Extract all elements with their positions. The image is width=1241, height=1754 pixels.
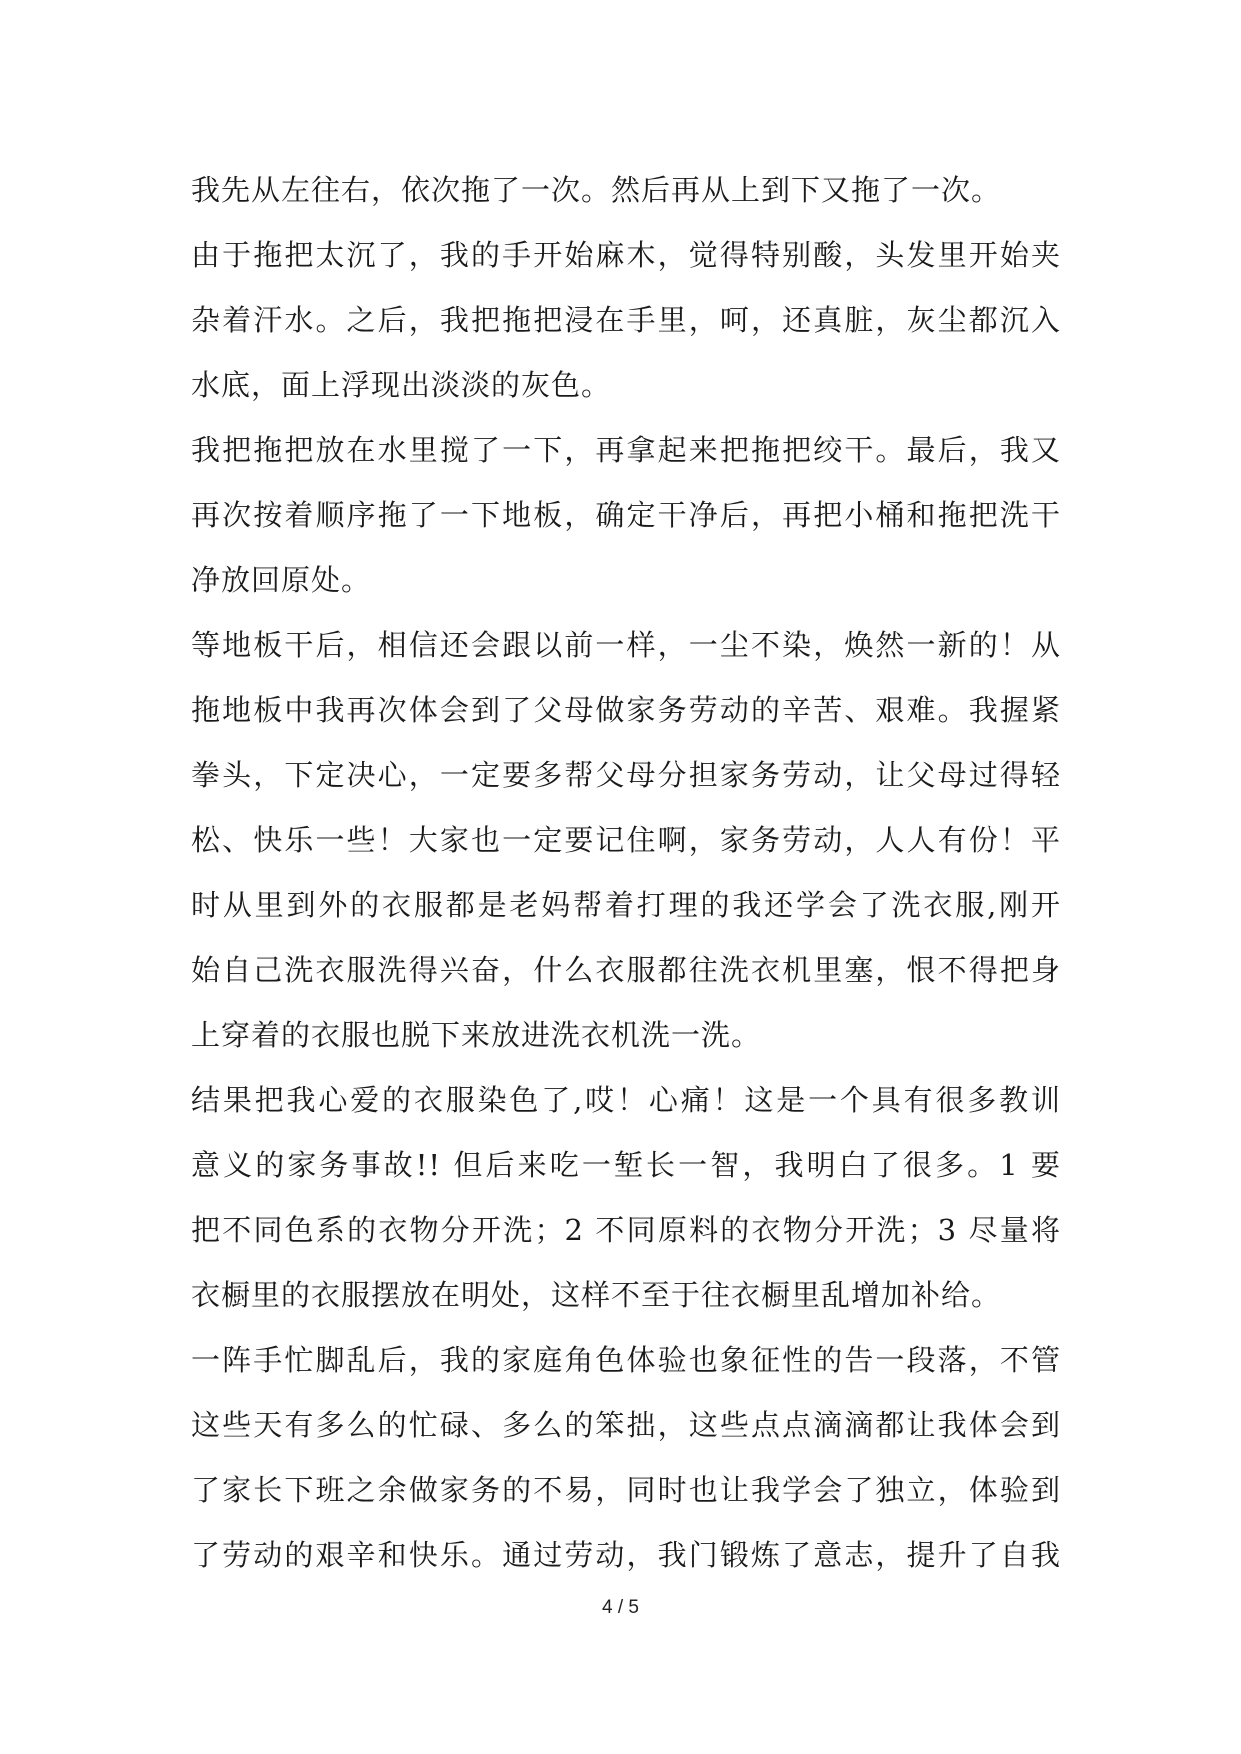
text-line: 由于拖把太沉了，我的手开始麻木，觉得特别酸，头发里开始夹: [191, 238, 1061, 272]
text-line: 松、快乐一些！大家也一定要记住啊，家务劳动，人人有份！平: [191, 823, 1061, 857]
text-line: 意义的家务事故!! 但后来吃一堑长一智，我明白了很多。1 要: [191, 1148, 1061, 1182]
text-line: 了劳动的艰辛和快乐。通过劳动，我门锻炼了意志，提升了自我: [191, 1538, 1061, 1572]
text-line: 把不同色系的衣物分开洗；2 不同原料的衣物分开洗；3 尽量将: [191, 1213, 1061, 1247]
text-line: 等地板干后，相信还会跟以前一样，一尘不染，焕然一新的！从: [191, 628, 1061, 662]
text-line: 我先从左往右，依次拖了一次。然后再从上到下又拖了一次。: [191, 173, 1002, 207]
text-line: 上穿着的衣服也脱下来放进洗衣机洗一洗。: [191, 1018, 762, 1052]
text-line: 一阵手忙脚乱后，我的家庭角色体验也象征性的告一段落，不管: [191, 1343, 1061, 1377]
text-line: 净放回原处。: [191, 563, 372, 597]
text-line: 这些天有多么的忙碌、多么的笨拙，这些点点滴滴都让我体会到: [191, 1408, 1061, 1442]
text-line: 再次按着顺序拖了一下地板，确定干净后，再把小桶和拖把洗干: [191, 498, 1061, 532]
document-body: [191, 158, 1061, 1588]
text-line: 衣橱里的衣服摆放在明处，这样不至于往衣橱里乱增加补给。: [191, 1278, 1002, 1312]
text-line: 结果把我心爱的衣服染色了,哎！心痛！这是一个具有很多教训: [191, 1083, 1061, 1117]
text-line: 了家长下班之余做家务的不易，同时也让我学会了独立，体验到: [191, 1473, 1061, 1507]
text-line: 始自己洗衣服洗得兴奋，什么衣服都往洗衣机里塞，恨不得把身: [191, 953, 1061, 987]
text-line: 拳头，下定决心，一定要多帮父母分担家务劳动，让父母过得轻: [191, 758, 1061, 792]
text-line: 时从里到外的衣服都是老妈帮着打理的我还学会了洗衣服,刚开: [191, 888, 1061, 922]
text-line: 水底，面上浮现出淡淡的灰色。: [191, 368, 612, 402]
page-number: 4 / 5: [602, 1597, 639, 1618]
text-line: 杂着汗水。之后，我把拖把浸在手里，呵，还真脏，灰尘都沉入: [191, 303, 1061, 337]
text-line: 拖地板中我再次体会到了父母做家务劳动的辛苦、艰难。我握紧: [191, 693, 1061, 727]
text-line: 我把拖把放在水里搅了一下，再拿起来把拖把绞干。最后，我又: [191, 433, 1061, 467]
